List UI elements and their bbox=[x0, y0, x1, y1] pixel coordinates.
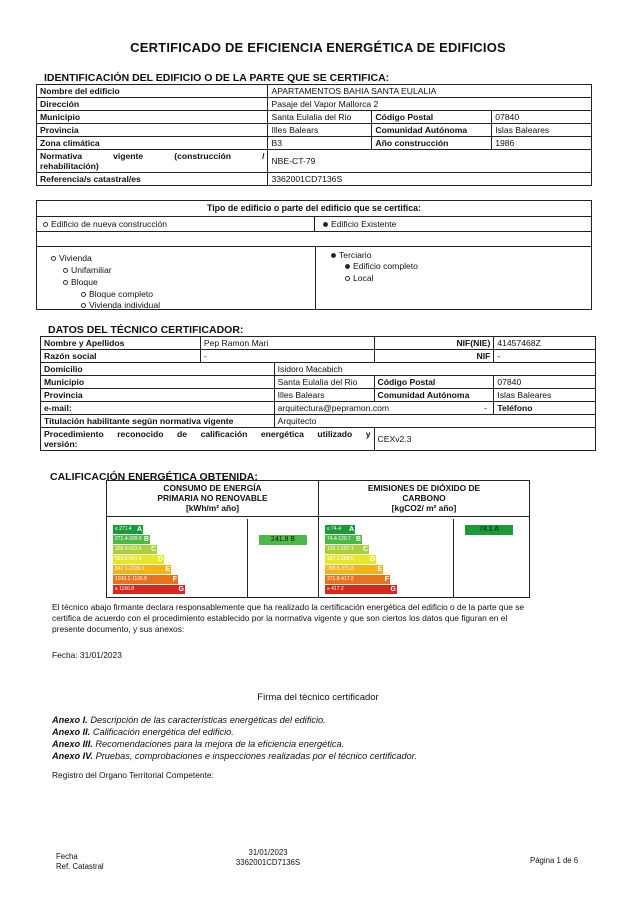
consumo-bar-f bbox=[113, 575, 178, 584]
anexo-item bbox=[52, 750, 417, 762]
comunidad-autonoma-label: Comunidad Autónoma bbox=[372, 124, 492, 137]
footer-labels bbox=[56, 852, 104, 872]
consumo-header bbox=[107, 481, 318, 517]
consumo-value-divider bbox=[247, 519, 248, 597]
tipo-spacer-row bbox=[37, 232, 591, 247]
consumo-letter-label: C bbox=[150, 546, 156, 553]
declaracion-fecha: Fecha: 31/01/2023 bbox=[52, 650, 122, 660]
anexo-text: Descripción de las características energéticas del edificio. bbox=[90, 715, 326, 725]
consumo-range-label: 563.6-847.1 bbox=[115, 556, 142, 562]
consumo-letter-label: F bbox=[172, 576, 177, 583]
consumo-range-label: 847.1-1039.1 bbox=[115, 566, 145, 572]
tecnico-nombre-value: Pep Ramon Mari bbox=[200, 337, 374, 350]
radio-filled-icon bbox=[323, 222, 328, 227]
consumo-letter-label: B bbox=[143, 536, 149, 543]
emisiones-rating-value: 74.1 A bbox=[465, 525, 513, 535]
radio-empty-icon bbox=[81, 292, 86, 297]
tecnico-cp-label: Código Postal bbox=[374, 376, 494, 389]
consumo-bar-c bbox=[113, 545, 157, 554]
emisiones-range-label: 288.5-371.8 bbox=[327, 566, 354, 572]
tecnico-telefono-value: - bbox=[484, 403, 487, 413]
zona-climatica-value: B3 bbox=[268, 137, 372, 150]
emisiones-letter-label: B bbox=[355, 536, 361, 543]
anexos-list bbox=[52, 714, 417, 762]
tecnico-provincia-value: Illes Balears bbox=[274, 389, 374, 402]
anexo-item bbox=[52, 726, 417, 738]
emisiones-bar-g bbox=[325, 585, 397, 594]
option-bloque-completo-label: Bloque completo bbox=[89, 289, 154, 299]
tecnico-provincia-label: Provincia bbox=[41, 389, 275, 402]
option-existente-label: Edificio Existente bbox=[331, 219, 397, 229]
document-title: CERTIFICADO DE EFICIENCIA ENERGÉTICA DE EDIFICIOS bbox=[130, 40, 506, 55]
normativa-value: NBE-CT-79 bbox=[268, 150, 592, 173]
registro-label: Registro del Organo Territorial Competente: bbox=[52, 770, 214, 780]
radio-filled-icon bbox=[345, 264, 350, 269]
option-unifamiliar[interactable] bbox=[63, 265, 112, 275]
consumo-range-label: ≥ 1166.8 bbox=[115, 586, 135, 592]
nombre-edificio-value: APARTAMENTOS BAHIA SANTA EULALIA bbox=[268, 85, 592, 98]
firma-label: Firma del técnico certificador bbox=[257, 692, 379, 703]
option-bloque-label: Bloque bbox=[71, 277, 98, 287]
consumo-letter-label: E bbox=[165, 566, 170, 573]
emisiones-range-label: 187.1-288.5 bbox=[327, 556, 354, 562]
emisiones-letter-label: G bbox=[390, 586, 396, 593]
option-terciario-label: Terciario bbox=[339, 250, 372, 260]
emisiones-bar-d bbox=[325, 555, 376, 564]
option-nueva-label: Edificio de nueva construcción bbox=[51, 219, 168, 229]
radio-filled-icon bbox=[331, 253, 336, 258]
option-nueva-construccion[interactable] bbox=[37, 216, 315, 232]
option-local-label: Local bbox=[353, 273, 374, 283]
option-vivienda-label: Vivienda bbox=[59, 253, 92, 263]
footer-ref-label: Ref. Catastral bbox=[56, 862, 104, 871]
footer-fecha-label: Fecha bbox=[56, 852, 78, 861]
tecnico-ca-label: Comunidad Autónoma bbox=[374, 389, 494, 402]
footer-ref-value: 3362001CD7136S bbox=[235, 858, 301, 867]
anexo-item bbox=[52, 714, 417, 726]
radio-empty-icon bbox=[63, 268, 68, 273]
anexo-label: Anexo I. bbox=[52, 715, 88, 725]
codigo-postal-value: 07840 bbox=[492, 111, 592, 124]
emisiones-scale bbox=[319, 519, 529, 597]
tecnico-procedimiento-label-line2: versión: bbox=[44, 439, 78, 449]
emisiones-letter-label: F bbox=[384, 576, 389, 583]
tecnico-razon-label: Razón social bbox=[41, 350, 201, 363]
tecnico-municipio-value: Santa Eulalia del Rio bbox=[274, 376, 374, 389]
tecnico-procedimiento-label-line1: Procedimiento reconocido de calificación energética utilizado y bbox=[44, 429, 371, 439]
tecnico-domicilio-value: Isidoro Macabich bbox=[274, 363, 595, 376]
declaracion-line2: certifica de acuerdo con el procedimiento establecido por la normativa vigente y que son ciertos los datos que figuran en el bbox=[52, 613, 508, 623]
footer-fecha-value: 31/01/2023 bbox=[248, 848, 288, 857]
tecnico-nif-label: NIF bbox=[374, 350, 494, 363]
emisiones-title-line2: CARBONO bbox=[402, 493, 446, 503]
emisiones-range-label: 371.8-417.2 bbox=[327, 576, 354, 582]
tecnico-telefono-label-text: Teléfono bbox=[497, 402, 533, 413]
normativa-label-line1: Normativa vigente (construcción / bbox=[40, 151, 265, 161]
consumo-letter-label: D bbox=[157, 556, 163, 563]
radio-empty-icon bbox=[345, 276, 350, 281]
anio-construccion-label: Año construcción bbox=[372, 137, 492, 150]
consumo-range-label: ≤ 271.4 bbox=[115, 526, 132, 532]
consumo-letter-label: A bbox=[136, 526, 142, 533]
declaracion-line3: presente documento, y sus anexos: bbox=[52, 624, 185, 634]
tecnico-municipio-label: Municipio bbox=[41, 376, 275, 389]
municipio-label: Municipio bbox=[37, 111, 268, 124]
provincia-label: Provincia bbox=[37, 124, 268, 137]
consumo-title-line2: PRIMARIA NO RENOVABLE bbox=[157, 493, 268, 503]
option-vivienda-individual[interactable] bbox=[81, 300, 160, 310]
comunidad-autonoma-value: Islas Baleares bbox=[492, 124, 592, 137]
tecnico-table bbox=[40, 336, 596, 451]
tecnico-titulacion-label: Titulación habilitante según normativa vigente bbox=[41, 415, 275, 428]
consumo-scale bbox=[107, 519, 318, 597]
tecnico-nombre-label: Nombre y Apellidos bbox=[41, 337, 201, 350]
anexo-label: Anexo III. bbox=[52, 739, 93, 749]
emisiones-range-label: ≤ 74.4 bbox=[327, 526, 341, 532]
referencia-catastral-label: Referencia/s catastral/es bbox=[37, 173, 268, 186]
emisiones-range-label: ≥ 417.2 bbox=[327, 586, 344, 592]
tecnico-cp-value: 07840 bbox=[494, 376, 596, 389]
consumo-bar-a bbox=[113, 525, 143, 534]
referencia-catastral-value: 3362001CD7136S bbox=[268, 173, 592, 186]
tecnico-procedimiento-label bbox=[41, 428, 375, 451]
direccion-value: Pasaje del Vapor Mallorca 2 bbox=[268, 98, 592, 111]
footer-values bbox=[218, 848, 318, 868]
declaracion-text bbox=[52, 602, 592, 635]
emisiones-bar-f bbox=[325, 575, 390, 584]
anio-construccion-value: 1986 bbox=[492, 137, 592, 150]
option-edificio-completo[interactable] bbox=[345, 261, 418, 271]
option-terciario[interactable] bbox=[331, 250, 371, 260]
emisiones-bar-c bbox=[325, 545, 369, 554]
consumo-range-label: 271.4-399.9 bbox=[115, 536, 142, 542]
radio-empty-icon bbox=[63, 280, 68, 285]
tecnico-razon-value: - bbox=[200, 350, 374, 363]
tecnico-telefono-label bbox=[494, 402, 596, 415]
consumo-letter-label: G bbox=[178, 586, 184, 593]
direccion-label: Dirección bbox=[37, 98, 268, 111]
normativa-label-line2: rehabilitación) bbox=[40, 161, 99, 171]
radio-empty-icon bbox=[51, 256, 56, 261]
emisiones-letter-label: C bbox=[362, 546, 368, 553]
page-number: Página 1 de 6 bbox=[530, 856, 579, 865]
section-identificacion-header: IDENTIFICACIÓN DEL EDIFICIO O DE LA PARTE QUE SE CERTIFICA: bbox=[44, 72, 390, 84]
municipio-value: Santa Eulalia del Rio bbox=[268, 111, 372, 124]
section-calificacion-header: CALIFICACIÓN ENERGÉTICA OBTENIDA: bbox=[50, 471, 258, 483]
nombre-edificio-label: Nombre del edificio bbox=[37, 85, 268, 98]
tipo-edificio-header: Tipo de edificio o parte del edificio que se certifica: bbox=[37, 201, 591, 217]
emisiones-value-divider bbox=[453, 519, 454, 597]
anexo-text: Calificación energética del edificio. bbox=[92, 727, 234, 737]
emisiones-bar-b bbox=[325, 535, 362, 544]
consumo-range-label: 1039.1-1166.8 bbox=[115, 576, 147, 582]
consumo-bar-d bbox=[113, 555, 164, 564]
anexo-item bbox=[52, 738, 417, 750]
emisiones-range-label: 74.4-120.7 bbox=[327, 536, 351, 542]
tipo-edificio-box bbox=[36, 200, 592, 310]
consumo-bar-e bbox=[113, 565, 171, 574]
tecnico-nif-nie-label: NIF(NIE) bbox=[374, 337, 494, 350]
provincia-value: Illes Balears bbox=[268, 124, 372, 137]
tecnico-nif-value: - bbox=[494, 350, 596, 363]
option-edificio-completo-label: Edificio completo bbox=[353, 261, 418, 271]
emisiones-bar-a bbox=[325, 525, 355, 534]
anexo-label: Anexo II. bbox=[52, 727, 91, 737]
option-vivienda[interactable] bbox=[51, 253, 92, 263]
emisiones-header bbox=[319, 481, 529, 517]
normativa-label bbox=[37, 150, 268, 173]
emisiones-letter-label: A bbox=[348, 526, 354, 533]
emisiones-title-line1: EMISIONES DE DIÓXIDO DE bbox=[367, 483, 481, 493]
zona-climatica-label: Zona climática bbox=[37, 137, 268, 150]
tipo-divider bbox=[315, 246, 316, 309]
consumo-unit: [kWh/m² año] bbox=[185, 503, 240, 513]
consumo-title-line1: CONSUMO DE ENERGÍA bbox=[163, 483, 262, 493]
option-edificio-existente[interactable] bbox=[315, 216, 591, 232]
anexo-label: Anexo IV. bbox=[52, 751, 94, 761]
radio-empty-icon bbox=[81, 303, 86, 308]
emisiones-bar-e bbox=[325, 565, 383, 574]
tecnico-procedimiento-value: CEXv2.3 bbox=[374, 428, 595, 451]
tecnico-titulacion-value: Arquitecto bbox=[274, 415, 595, 428]
anexo-text: Pruebas, comprobaciones e inspecciones realizadas por el técnico certificador. bbox=[95, 751, 417, 761]
emisiones-unit: [kgCO2/ m² año] bbox=[391, 503, 457, 513]
tecnico-nif-nie-value: 41457468Z bbox=[494, 337, 596, 350]
tecnico-ca-value: Islas Baleares bbox=[494, 389, 596, 402]
option-unifamiliar-label: Unifamiliar bbox=[71, 265, 112, 275]
tecnico-email-label: e-mail: bbox=[41, 402, 275, 415]
consumo-bar-g bbox=[113, 585, 185, 594]
option-bloque-completo[interactable] bbox=[81, 289, 153, 299]
radio-empty-icon bbox=[43, 222, 48, 227]
consumo-bar-b bbox=[113, 535, 150, 544]
identificacion-table bbox=[36, 84, 592, 186]
declaracion-line1: El técnico abajo firmante declara responsablemente que ha realizado la certificación energética del edificio o de la parte que se bbox=[52, 602, 525, 612]
emisiones-letter-label: D bbox=[369, 556, 375, 563]
consumo-rating-value: 241.9 B bbox=[259, 535, 307, 545]
anexo-text: Recomendaciones para la mejora de la eficiencia energética. bbox=[95, 739, 345, 749]
emisiones-letter-label: E bbox=[377, 566, 382, 573]
tecnico-domicilio-label: Domicilio bbox=[41, 363, 275, 376]
codigo-postal-label: Código Postal bbox=[372, 111, 492, 124]
section-tecnico-header: DATOS DEL TÉCNICO CERTIFICADOR: bbox=[48, 324, 244, 336]
option-vivienda-individual-label: Vivienda individual bbox=[89, 300, 161, 310]
option-bloque[interactable] bbox=[63, 277, 98, 287]
consumo-range-label: 399.9-563.6 bbox=[115, 546, 142, 552]
tecnico-email-value[interactable]: arquitectura@pepramon.com bbox=[274, 402, 494, 415]
emisiones-range-label: 120.7-187.1 bbox=[327, 546, 354, 552]
calificacion-box bbox=[106, 480, 530, 598]
option-local[interactable] bbox=[345, 273, 374, 283]
